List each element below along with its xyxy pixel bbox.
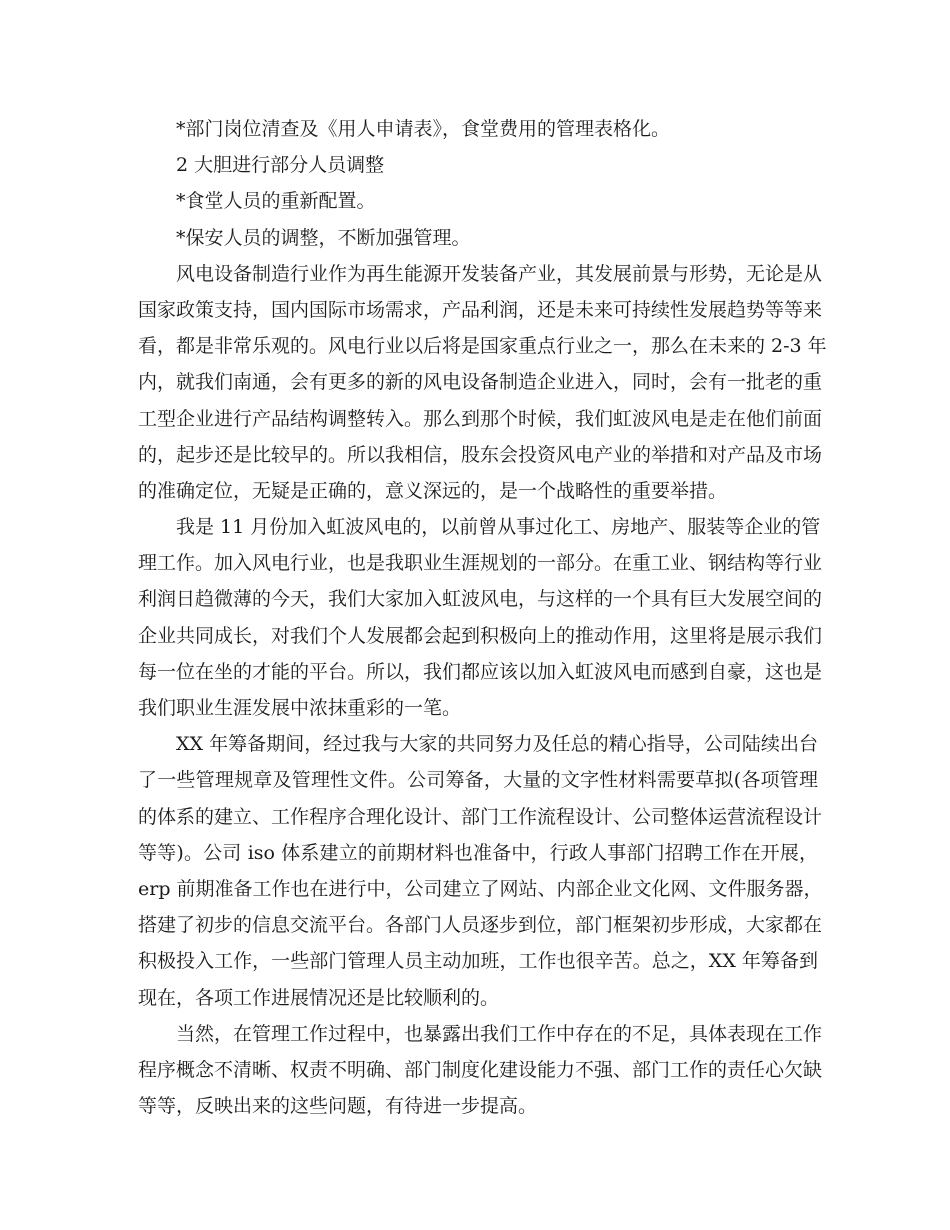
text-line: 风电设备制造行业作为再生能源开发装备产业，其发展前景与形势，无论是从 (176, 262, 823, 285)
text-line: *部门岗位清查及《用人申请表》，食堂费用的管理表格化。 (176, 118, 671, 140)
text-line: 工型企业进行产品结构调整转入。那么到那个时候，我们虹波风电是走在他们前面 (138, 407, 823, 430)
text-line: 现在，各项工作进展情况还是比较顺利的。 (138, 986, 500, 1009)
text-line: 理工作。加入风电行业，也是我职业生涯规划的一部分。在重工业、钢结构等行业 (138, 552, 823, 575)
text-line: 利润日趋微薄的今天，我们大家加入虹波风电，与这样的一个具有巨大发展空间的 (138, 588, 823, 611)
text-line: 内，就我们南通，会有更多的新的风电设备制造企业进入，同时，会有一批老的重 (138, 371, 823, 394)
text-line: 国家政策支持，国内国际市场需求，产品利润，还是未来可持续性发展趋势等等来 (138, 298, 823, 321)
text-line: 等等，反映出来的这些问题，有待进一步提高。 (138, 1095, 538, 1118)
text-line: *食堂人员的重新配置。 (176, 190, 376, 213)
text-line: 积极投入工作，一些部门管理人员主动加班，工作也很辛苦。总之，XX 年筹备到 (138, 950, 818, 973)
text-line: 企业共同成长，对我们个人发展都会起到积极向上的推动作用，这里将是展示我们 (138, 624, 823, 647)
text-line: 2 大胆进行部分人员调整 (176, 154, 385, 177)
text-line: 搭建了初步的信息交流平台。各部门人员逐步到位，部门框架初步形成，大家都在 (138, 914, 823, 937)
text-line: XX 年筹备期间，经过我与大家的共同努力及任总的精心指导，公司陆续出台 (176, 733, 818, 756)
text-line: 程序概念不清晰、权责不明确、部门制度化建设能力不强、部门工作的责任心欠缺 (138, 1058, 823, 1081)
text-line: 看，都是非常乐观的。风电行业以后将是国家重点行业之一，那么在未来的 2-3 年 (138, 335, 827, 358)
text-line: 当然，在管理工作过程中，也暴露出我们工作中存在的不足，具体表现在工作 (176, 1022, 823, 1045)
document-body (138, 111, 827, 1124)
text-line: 的准确定位，无疑是正确的，意义深远的，是一个战略性的重要举措。 (138, 479, 728, 502)
text-line: 我是 11 月份加入虹波风电的，以前曾从事过化工、房地产、服装等企业的管 (176, 516, 821, 539)
text-line: 的，起步还是比较早的。所以我相信，股东会投资风电产业的举措和对产品及市场 (138, 443, 823, 466)
text-line: 的体系的建立、工作程序合理化设计、部门工作流程设计、公司整体运营流程设计 (138, 805, 823, 828)
text-line: erp 前期准备工作也在进行中，公司建立了网站、内部企业文化网、文件服务器， (138, 877, 823, 900)
text-line: 每一位在坐的才能的平台。所以，我们都应该以加入虹波风电而感到自豪，这也是 (138, 660, 823, 683)
text-line: 等等)。公司 iso 体系建立的前期材料也准备中，行政人事部门招聘工作在开展， (138, 841, 818, 864)
text-line: *保安人员的调整，不断加强管理。 (176, 226, 471, 249)
text-line: 了一些管理规章及管理性文件。公司筹备，大量的文字性材料需要草拟(各项管理 (138, 769, 818, 792)
text-line: 我们职业生涯发展中浓抹重彩的一笔。 (138, 697, 462, 719)
